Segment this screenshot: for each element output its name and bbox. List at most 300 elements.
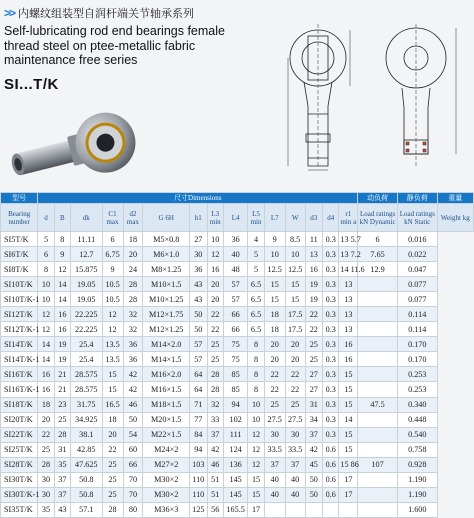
- table-cell: [358, 277, 398, 292]
- table-row: [1, 337, 474, 352]
- table-cell: 0.540: [397, 427, 437, 442]
- table-cell: M12×1.25: [143, 322, 190, 337]
- table-cell: 31.75: [71, 397, 103, 412]
- table-cell: 0.3: [323, 247, 339, 262]
- bearing-number-cell: SI30T/K: [1, 472, 38, 487]
- table-row: [1, 262, 474, 277]
- table-cell: 10.5: [102, 292, 123, 307]
- table-cell: 94: [223, 397, 248, 412]
- table-cell: 8.5: [285, 232, 305, 247]
- table-cell: 0.3: [323, 262, 339, 277]
- table-cell: 0.047: [397, 262, 437, 277]
- table-cell: 54: [123, 427, 143, 442]
- table-cell: M30×2: [143, 472, 190, 487]
- group-header-row: [1, 193, 474, 204]
- table-cell: 16: [305, 262, 323, 277]
- table-cell: 22: [264, 382, 285, 397]
- table-cell: 32: [123, 322, 143, 337]
- table-cell: M14×2.0: [143, 337, 190, 352]
- table-cell: 66: [223, 322, 248, 337]
- table-cell: 75: [223, 337, 248, 352]
- table-cell: 10: [38, 292, 54, 307]
- table-cell: 27: [305, 367, 323, 382]
- table-cell: 5: [248, 247, 264, 262]
- table-cell: 0.077: [397, 292, 437, 307]
- table-cell: [358, 292, 398, 307]
- table-cell: 28: [207, 367, 223, 382]
- table-cell: 42: [123, 367, 143, 382]
- table-cell: 12: [54, 262, 70, 277]
- table-cell: 16: [339, 337, 358, 352]
- series-description: [4, 24, 264, 68]
- table-cell: 17: [339, 472, 358, 487]
- table-cell: 0.6: [323, 472, 339, 487]
- table-cell: 11: [305, 232, 323, 247]
- table-cell: 12.9: [358, 262, 398, 277]
- table-cell: [358, 337, 398, 352]
- table-cell: 40: [264, 472, 285, 487]
- table-cell: 20: [102, 427, 123, 442]
- bearing-number-cell: SI35T/K: [1, 502, 38, 517]
- col-header-d3: d3: [305, 204, 323, 232]
- table-cell: [358, 412, 398, 427]
- table-cell: 111: [223, 427, 248, 442]
- table-cell: 51: [207, 487, 223, 502]
- table-cell: 1.600: [397, 502, 437, 517]
- table-cell: 12.5: [285, 262, 305, 277]
- table-cell: 15: [339, 442, 358, 457]
- table-cell: 110: [190, 472, 208, 487]
- table-cell: 37: [207, 427, 223, 442]
- table-cell: M10×1.5: [143, 277, 190, 292]
- column-header-row: [1, 204, 474, 232]
- table-cell: 23: [54, 397, 70, 412]
- table-cell: 165.5: [223, 502, 248, 517]
- table-cell: 0.114: [397, 322, 437, 337]
- table-cell: 16: [38, 367, 54, 382]
- table-cell: 66: [123, 457, 143, 472]
- weight-group-header: 重量: [437, 193, 473, 204]
- table-cell: 6: [358, 232, 398, 247]
- table-cell: 85: [223, 367, 248, 382]
- table-cell: 77: [190, 412, 208, 427]
- table-cell: 30: [190, 247, 208, 262]
- table-cell: 57: [223, 277, 248, 292]
- table-cell: 17: [339, 487, 358, 502]
- table-cell: 25: [207, 337, 223, 352]
- table-cell: M18×1.5: [143, 397, 190, 412]
- col-header-static-load: Load ratings kN Static: [397, 204, 437, 232]
- table-cell: 0.170: [397, 352, 437, 367]
- table-cell: 110: [190, 487, 208, 502]
- col-header-d4: d4: [323, 204, 339, 232]
- table-cell: 50: [190, 307, 208, 322]
- table-cell: 42: [305, 442, 323, 457]
- table-cell: 35: [38, 502, 54, 517]
- table-cell: 13: [339, 307, 358, 322]
- specification-table: [0, 192, 474, 518]
- table-cell: 40: [264, 487, 285, 502]
- table-cell: 20: [285, 352, 305, 367]
- table-cell: 0.6: [323, 487, 339, 502]
- table-cell: 50: [123, 412, 143, 427]
- table-cell: 31: [305, 397, 323, 412]
- table-cell: 71: [190, 397, 208, 412]
- table-cell: 8: [54, 232, 70, 247]
- table-cell: 13: [305, 247, 323, 262]
- col-header-d2: d2 max: [123, 204, 143, 232]
- table-cell: [358, 427, 398, 442]
- table-cell: 28: [38, 457, 54, 472]
- table-cell: 15: [102, 367, 123, 382]
- table-cell: 15: [248, 472, 264, 487]
- table-cell: 0.448: [397, 412, 437, 427]
- table-cell: 6.5: [248, 292, 264, 307]
- table-cell: 42.85: [71, 442, 103, 457]
- model-group-header: 型号: [1, 193, 38, 204]
- table-cell: 14: [38, 337, 54, 352]
- table-cell: 19: [305, 292, 323, 307]
- table-cell: 0.3: [323, 277, 339, 292]
- table-cell: 0.022: [397, 247, 437, 262]
- table-cell: 136: [223, 457, 248, 472]
- table-cell: 50.8: [71, 472, 103, 487]
- technical-drawing: [268, 16, 470, 174]
- table-cell: 13 7.2: [339, 247, 358, 262]
- table-cell: 37: [54, 472, 70, 487]
- table-cell: 8: [38, 262, 54, 277]
- table-cell: 28: [123, 292, 143, 307]
- table-cell: 17.5: [285, 307, 305, 322]
- table-cell: 34: [305, 412, 323, 427]
- table-cell: M12×1.75: [143, 307, 190, 322]
- table-cell: 6.5: [248, 307, 264, 322]
- table-cell: 6.5: [248, 322, 264, 337]
- table-cell: 37: [54, 487, 70, 502]
- table-cell: 0.758: [397, 442, 437, 457]
- table-cell: [339, 502, 358, 517]
- dynamic-load-group-header: 动负荷: [358, 193, 398, 204]
- bearing-number-cell: SI25T/K: [1, 442, 38, 457]
- table-cell: 15: [102, 382, 123, 397]
- bearing-number-cell: SI20T/K: [1, 412, 38, 427]
- table-cell: 5: [248, 262, 264, 277]
- table-cell: 19: [54, 352, 70, 367]
- table-cell: 15: [339, 382, 358, 397]
- table-cell: 18: [264, 322, 285, 337]
- table-cell: 47.5: [358, 397, 398, 412]
- table-cell: 57.1: [71, 502, 103, 517]
- table-cell: 0.077: [397, 277, 437, 292]
- table-cell: 12.7: [71, 247, 103, 262]
- table-cell: 22.225: [71, 322, 103, 337]
- table-cell: 28: [102, 502, 123, 517]
- table-cell: 30: [264, 427, 285, 442]
- table-cell: 15: [339, 367, 358, 382]
- table-cell: 32: [123, 307, 143, 322]
- table-cell: 18: [264, 307, 285, 322]
- table-cell: 25.4: [71, 352, 103, 367]
- table-cell: 57: [190, 352, 208, 367]
- table-cell: 45: [305, 457, 323, 472]
- table-row: [1, 322, 474, 337]
- table-cell: 35: [54, 457, 70, 472]
- table-cell: 20: [207, 292, 223, 307]
- table-cell: 25: [102, 457, 123, 472]
- table-cell: M20×1.5: [143, 412, 190, 427]
- table-cell: 75: [223, 352, 248, 367]
- table-row: [1, 277, 474, 292]
- table-cell: [358, 352, 398, 367]
- table-cell: 145: [223, 472, 248, 487]
- table-cell: 94: [190, 442, 208, 457]
- col-header-dynamic-load: Load ratings kN Dynamic: [358, 204, 398, 232]
- table-cell: 0.170: [397, 337, 437, 352]
- table-row: [1, 247, 474, 262]
- description-line: maintenance free series: [4, 53, 138, 67]
- table-cell: 16: [54, 307, 70, 322]
- table-cell: 30: [285, 427, 305, 442]
- table-cell: M6×1.0: [143, 247, 190, 262]
- bearing-number-cell: SI22T/K: [1, 427, 38, 442]
- table-cell: 15: [264, 277, 285, 292]
- table-row: [1, 352, 474, 367]
- table-cell: 18: [38, 397, 54, 412]
- table-cell: 0.340: [397, 397, 437, 412]
- table-cell: M24×2: [143, 442, 190, 457]
- table-cell: 25: [305, 352, 323, 367]
- table-cell: 57: [190, 337, 208, 352]
- table-cell: 17.5: [285, 322, 305, 337]
- table-cell: 42: [123, 382, 143, 397]
- table-cell: 42: [207, 442, 223, 457]
- table-cell: 12: [102, 322, 123, 337]
- table-cell: M16×2.0: [143, 367, 190, 382]
- table-cell: 125: [190, 502, 208, 517]
- bearing-number-cell: SI16T/K-1: [1, 382, 38, 397]
- table-cell: 13.5: [102, 352, 123, 367]
- table-cell: 12: [102, 307, 123, 322]
- table-cell: 47.625: [71, 457, 103, 472]
- table-cell: 13.5: [102, 337, 123, 352]
- table-row: [1, 487, 474, 502]
- table-cell: 31: [54, 442, 70, 457]
- table-cell: 28: [207, 382, 223, 397]
- table-cell: 43: [190, 277, 208, 292]
- table-cell: 22: [305, 307, 323, 322]
- table-cell: 14: [54, 292, 70, 307]
- bearing-number-cell: SI6T/K: [1, 247, 38, 262]
- table-cell: 22: [285, 367, 305, 382]
- table-cell: 15 86: [339, 457, 358, 472]
- table-cell: 0.6: [323, 442, 339, 457]
- table-cell: 28: [54, 427, 70, 442]
- col-header-w: W: [285, 204, 305, 232]
- table-cell: 50: [305, 487, 323, 502]
- table-cell: 21: [54, 367, 70, 382]
- table-cell: 19.05: [71, 277, 103, 292]
- table-cell: 15: [264, 292, 285, 307]
- table-cell: 6: [102, 232, 123, 247]
- table-cell: 64: [190, 367, 208, 382]
- table-cell: [358, 472, 398, 487]
- table-cell: 64: [190, 382, 208, 397]
- table-cell: 22.225: [71, 307, 103, 322]
- series-code: SI...T/K: [4, 76, 59, 93]
- table-cell: 20: [207, 277, 223, 292]
- table-cell: 43: [190, 292, 208, 307]
- table-cell: 25: [102, 487, 123, 502]
- table-cell: 0.253: [397, 382, 437, 397]
- table-cell: 0.3: [323, 397, 339, 412]
- table-cell: 13: [339, 292, 358, 307]
- table-cell: 51: [207, 472, 223, 487]
- table-cell: 15: [339, 427, 358, 442]
- table-cell: 37: [285, 457, 305, 472]
- table-cell: 40: [223, 247, 248, 262]
- table-cell: 14: [38, 352, 54, 367]
- table-cell: 0.928: [397, 457, 437, 472]
- table-cell: M5×0.8: [143, 232, 190, 247]
- table-cell: 12.5: [264, 262, 285, 277]
- table-cell: 28: [123, 277, 143, 292]
- description-line: thread steel on ptee-metallic fabric: [4, 38, 196, 53]
- static-load-group-header: 静负荷: [397, 193, 437, 204]
- table-cell: M14×1.5: [143, 352, 190, 367]
- col-header-l4: L4: [223, 204, 248, 232]
- table-cell: 46: [207, 457, 223, 472]
- table-cell: [323, 502, 339, 517]
- table-row: [1, 307, 474, 322]
- table-cell: 0.3: [323, 367, 339, 382]
- table-cell: 9: [264, 232, 285, 247]
- table-row: [1, 382, 474, 397]
- col-header-d: d: [38, 204, 54, 232]
- table-cell: 40: [285, 472, 305, 487]
- table-cell: 10: [248, 397, 264, 412]
- table-cell: 11.11: [71, 232, 103, 247]
- table-cell: M10×1.25: [143, 292, 190, 307]
- table-cell: 25: [102, 472, 123, 487]
- table-cell: 0.6: [323, 457, 339, 472]
- table-cell: 1.190: [397, 472, 437, 487]
- table-row: [1, 472, 474, 487]
- table-cell: 70: [123, 487, 143, 502]
- table-cell: 13: [339, 322, 358, 337]
- specification-table-body: [1, 232, 474, 518]
- table-cell: 66: [223, 307, 248, 322]
- table-cell: 10: [248, 412, 264, 427]
- bearing-number-cell: SI16T/K: [1, 367, 38, 382]
- table-cell: 0.3: [323, 382, 339, 397]
- table-cell: 37: [264, 457, 285, 472]
- table-row: [1, 457, 474, 472]
- table-cell: 107: [358, 457, 398, 472]
- table-cell: 25: [54, 412, 70, 427]
- table-cell: 57: [223, 292, 248, 307]
- table-cell: 33: [207, 412, 223, 427]
- table-cell: 20: [264, 352, 285, 367]
- table-cell: 22: [207, 307, 223, 322]
- table-cell: 43: [54, 502, 70, 517]
- table-cell: 22: [38, 427, 54, 442]
- table-cell: 7.65: [358, 247, 398, 262]
- col-header-bearing-number: Bearing number: [1, 204, 38, 232]
- table-cell: 24: [123, 262, 143, 277]
- table-cell: 10.5: [102, 277, 123, 292]
- table-cell: 22: [264, 367, 285, 382]
- table-cell: 25: [305, 337, 323, 352]
- table-cell: 0.3: [323, 292, 339, 307]
- table-cell: 10: [207, 232, 223, 247]
- col-header-dk: dk: [71, 204, 103, 232]
- table-cell: 36: [223, 232, 248, 247]
- table-cell: 16: [207, 262, 223, 277]
- table-cell: 124: [223, 442, 248, 457]
- table-cell: 20: [264, 337, 285, 352]
- table-cell: 36: [123, 352, 143, 367]
- table-cell: 15: [285, 292, 305, 307]
- table-cell: 8: [248, 367, 264, 382]
- table-cell: 18: [123, 232, 143, 247]
- table-cell: 102: [223, 412, 248, 427]
- bearing-number-cell: SI18T/K: [1, 397, 38, 412]
- table-cell: 14: [339, 412, 358, 427]
- series-title-cn: 内螺纹组装型自润杆端关节轴承系列: [18, 7, 195, 20]
- table-cell: [358, 382, 398, 397]
- dimensions-group-header: 尺寸Dimensions: [38, 193, 358, 204]
- bearing-number-cell: SI8T/K: [1, 262, 38, 277]
- table-cell: 16: [38, 382, 54, 397]
- table-cell: 21: [54, 382, 70, 397]
- table-cell: 36: [123, 337, 143, 352]
- table-cell: 1.190: [397, 487, 437, 502]
- table-cell: 70: [123, 472, 143, 487]
- table-cell: 0.253: [397, 367, 437, 382]
- table-row: [1, 502, 474, 517]
- table-row: [1, 397, 474, 412]
- table-cell: 19.05: [71, 292, 103, 307]
- table-cell: 30: [38, 487, 54, 502]
- table-cell: 80: [123, 502, 143, 517]
- table-cell: 25: [285, 397, 305, 412]
- table-cell: 36: [190, 262, 208, 277]
- table-cell: 0.3: [323, 412, 339, 427]
- table-cell: 22: [305, 322, 323, 337]
- table-cell: 0.016: [397, 232, 437, 247]
- table-cell: M16×1.5: [143, 382, 190, 397]
- chevron-double-icon: >>: [4, 6, 15, 20]
- table-cell: 46: [123, 397, 143, 412]
- table-cell: 27.5: [264, 412, 285, 427]
- col-header-r1-a: r1 min a: [339, 204, 358, 232]
- table-cell: 8: [248, 352, 264, 367]
- table-cell: 32: [207, 397, 223, 412]
- table-row: [1, 292, 474, 307]
- table-cell: 16.5: [102, 397, 123, 412]
- table-cell: 27: [305, 382, 323, 397]
- table-cell: 33.5: [285, 442, 305, 457]
- table-cell: 4: [248, 232, 264, 247]
- table-cell: 0.3: [323, 232, 339, 247]
- table-cell: 0.3: [323, 337, 339, 352]
- col-header-weight: Weight kg: [437, 204, 473, 232]
- bearing-number-cell: SI10T/K: [1, 277, 38, 292]
- table-cell: 33.5: [264, 442, 285, 457]
- table-cell: 8: [248, 337, 264, 352]
- table-cell: 14 11.6: [339, 262, 358, 277]
- table-cell: 12: [38, 322, 54, 337]
